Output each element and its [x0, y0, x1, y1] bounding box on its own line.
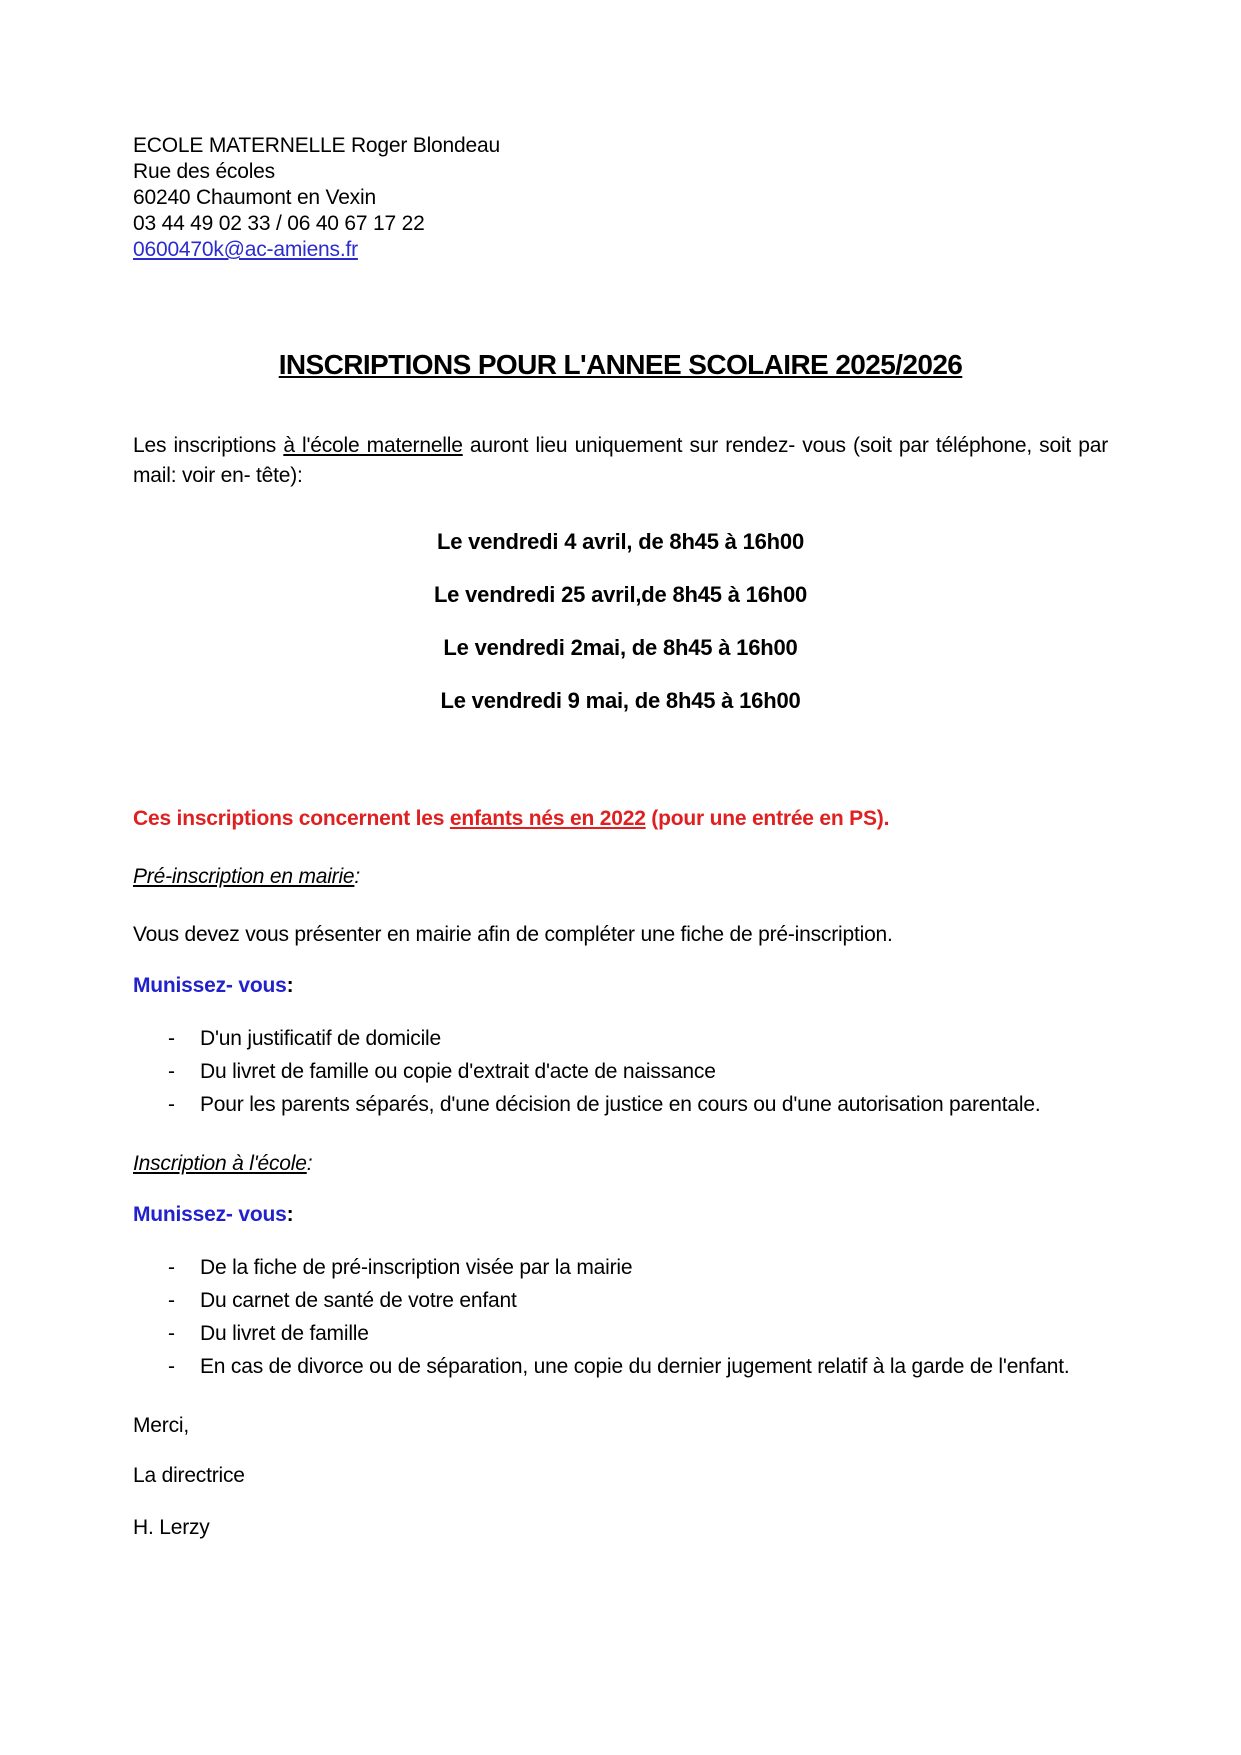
mairie-body-paragraph: Vous devez vous présenter en mairie afin de compléter une fiche de pré-inscription. — [133, 922, 893, 946]
school-name: ECOLE MATERNELLE Roger Blondeau — [133, 134, 500, 157]
school-city: 60240 Chaumont en Vexin — [133, 186, 376, 209]
email-link[interactable]: 0600470k@ac-amiens.fr — [133, 238, 358, 261]
dash-bullet: - — [168, 1059, 175, 1083]
dash-bullet: - — [168, 1092, 175, 1116]
date-line: Le vendredi 25 avril,de 8h45 à 16h00 — [433, 581, 808, 607]
munissez-label-ecole-text: Munissez- vous — [133, 1202, 287, 1226]
munissez-label-mairie — [133, 971, 1108, 1001]
page-title — [133, 349, 1108, 381]
dash-bullet: - — [168, 1255, 175, 1279]
section-heading-mairie-colon: : — [354, 864, 361, 888]
section-heading-mairie-text: Pré-inscription en mairie — [133, 864, 355, 888]
list-item-text: Pour les parents séparés, d'une décision de justice en cours ou d'une autorisation parentale. — [200, 1092, 1041, 1116]
section-heading-ecole-text: Inscription à l'école — [133, 1151, 307, 1175]
intro-underlined: à l'école maternelle — [283, 434, 463, 457]
section-heading-mairie — [133, 862, 1108, 892]
date-line: Le vendredi 4 avril, de 8h45 à 16h00 — [437, 528, 804, 554]
dash-bullet: - — [168, 1288, 175, 1312]
intro-paragraph — [133, 431, 1108, 492]
dash-bullet: - — [168, 1321, 175, 1345]
list-item-text: De la fiche de pré-inscription visée par la mairie — [200, 1255, 633, 1279]
mairie-document-list — [133, 1022, 1108, 1121]
section-heading-ecole-colon: : — [306, 1151, 313, 1175]
list-item — [133, 1088, 1108, 1121]
closing-signature: H. Lerzy — [133, 1515, 210, 1539]
list-item-text: Du livret de famille ou copie d'extrait d'acte de naissance — [200, 1059, 716, 1083]
list-item — [133, 1022, 1108, 1055]
ecole-document-list — [133, 1251, 1108, 1383]
list-item-text: D'un justificatif de domicile — [200, 1026, 441, 1050]
list-item — [133, 1251, 1108, 1284]
intro-after: auront lieu uniquement sur rendez- vous (soit par téléphone, soit par mail: voir en- tête): — [133, 434, 1109, 488]
munissez-label-ecole — [133, 1200, 1108, 1230]
list-item — [133, 1055, 1108, 1088]
notice-before: Ces inscriptions concernent les — [133, 806, 450, 830]
school-email-line — [133, 237, 1108, 263]
list-item-text: Du carnet de santé de votre enfant — [200, 1288, 517, 1312]
intro-before: Les inscriptions — [133, 434, 284, 457]
date-line: Le vendredi 9 mai, de 8h45 à 16h00 — [440, 687, 801, 713]
dash-bullet: - — [168, 1354, 175, 1378]
list-item-text: Du livret de famille — [200, 1321, 369, 1345]
page-title-text: INSCRIPTIONS POUR L'ANNEE SCOLAIRE 2025/2026 — [278, 349, 963, 380]
munissez-label-mairie-colon: : — [286, 973, 294, 997]
notice-underlined: enfants nés en 2022 — [449, 806, 646, 830]
letterhead — [133, 133, 1108, 263]
school-street: Rue des écoles — [133, 160, 275, 183]
list-item — [133, 1284, 1108, 1317]
section-heading-ecole — [133, 1149, 1108, 1179]
school-phones: 03 44 49 02 33 / 06 40 67 17 22 — [133, 212, 425, 235]
munissez-label-ecole-colon: : — [286, 1202, 294, 1226]
list-item-text: En cas de divorce ou de séparation, une copie du dernier jugement relatif à la garde de l'enfant. — [200, 1354, 1070, 1378]
notice-red — [133, 804, 1108, 834]
dash-bullet: - — [168, 1026, 175, 1050]
list-item — [133, 1317, 1108, 1350]
closing-thanks: Merci, — [133, 1413, 189, 1437]
munissez-label-mairie-text: Munissez- vous — [133, 973, 287, 997]
closing-role: La directrice — [133, 1463, 245, 1487]
date-line: Le vendredi 2mai, de 8h45 à 16h00 — [443, 634, 798, 660]
list-item — [133, 1350, 1108, 1383]
notice-after: (pour une entrée en PS). — [645, 806, 890, 830]
closing-block — [133, 1411, 1108, 1543]
